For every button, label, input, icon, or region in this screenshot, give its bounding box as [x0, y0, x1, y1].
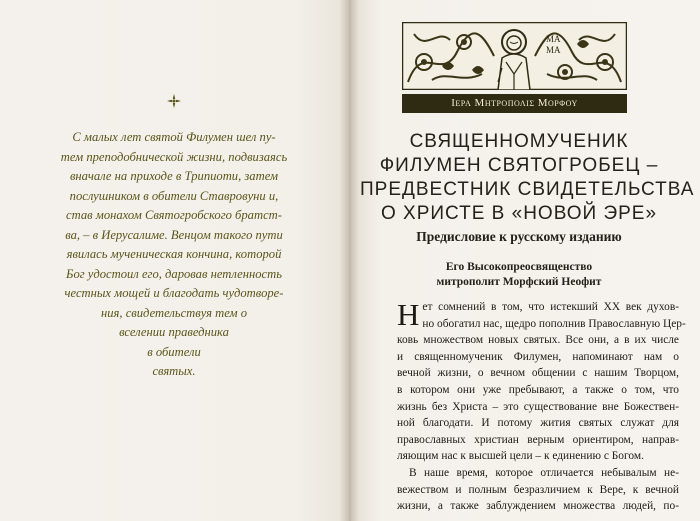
body-line: ной благодати. И потому жития святых служат для — [397, 417, 679, 430]
epigraph-line: тем преподобнической жизни, подвизаясь — [60, 149, 288, 164]
body-line: жизнь без Христа – это существование вне Божествен- — [397, 400, 679, 413]
book-gutter — [340, 0, 360, 521]
body-line: вежеством и полным безразличием к Вере, к вечной — [397, 483, 679, 496]
epigraph-line: ния, свидетельствуя тем о — [101, 305, 247, 320]
body-line: ет сомнений в том, что истекший XX век духов- — [422, 301, 679, 313]
epigraph-line: став монахом Святогробского братст- — [66, 208, 282, 222]
author-line: митрополит Морфский Неофит — [436, 276, 602, 288]
publisher-bar: Iερα Μητροπολις Μορφου — [402, 94, 627, 113]
chapter-title-line: ФИЛУМЕН СВЯТОГРОБЕЦ – — [379, 155, 659, 176]
body-line: ковь множеством новых святых. Все они, а в их числе — [397, 334, 679, 347]
chapter-title-line: О ХРИСТЕ В «НОВОЙ ЭРЕ» — [380, 203, 658, 224]
epigraph-line: честных мощей и благодать чудотворе- — [64, 286, 284, 300]
icon-ornament — [402, 22, 627, 90]
body-line: но обогатил нас, щедро пополнив Православную Цер- — [422, 317, 686, 330]
epigraph-line: С малых лет святой Филумен шел пу- — [72, 130, 276, 144]
chapter-title-line: ПРЕДВЕСТНИК СВИДЕТЕЛЬСТВА — [360, 179, 695, 200]
chapter-title-line: СВЯЩЕННОМУЧЕНИК — [409, 131, 629, 152]
chapter-title — [360, 130, 695, 226]
epigraph-line: вначале на приходе в Трипиоти, затем — [69, 169, 279, 183]
epigraph-line: святых. — [152, 364, 196, 378]
epigraph-line: вселении праведника — [119, 325, 229, 339]
body-line: православных христиан верным ориентиром, направ- — [397, 433, 679, 446]
body-text — [397, 297, 686, 515]
svg-text:МА: МА — [546, 45, 561, 55]
icon-inscription: МА — [546, 34, 561, 44]
body-line: ляющим нас к высшей цели – к единению с Богом. — [397, 450, 644, 463]
author-line: Его Высокопреосвященство — [445, 261, 593, 273]
body-line: и священномученик Филумен, напоминают нам о — [397, 350, 679, 363]
drop-cap: Н — [397, 297, 420, 332]
author-credit — [360, 260, 678, 290]
epigraph-line: явилась мученическая кончина, которой — [66, 247, 282, 261]
epigraph-line: ва, – в Иерусалиме. Венцом такого пути — [65, 227, 283, 242]
body-line: в котором они уже пребывают, а также о том, что — [397, 383, 679, 396]
preface-heading: Предисловие к русскому изданию — [416, 229, 622, 244]
epigraph-line: Бог удостоил его, даровав нетленность — [66, 266, 282, 281]
body-line: вечной жизни, о вечном общении с нашим Творцом, — [397, 367, 679, 380]
body-line: жизни, а также заблуждением множества людей, по- — [397, 500, 679, 513]
cross-icon — [167, 94, 181, 108]
body-line: В наше время, которое отличается небывалым не- — [409, 466, 679, 479]
epigraph-line: послушником в обители Ставровуни и, — [69, 188, 279, 203]
epigraph-line: в обители — [147, 344, 201, 359]
epigraph — [38, 128, 310, 382]
